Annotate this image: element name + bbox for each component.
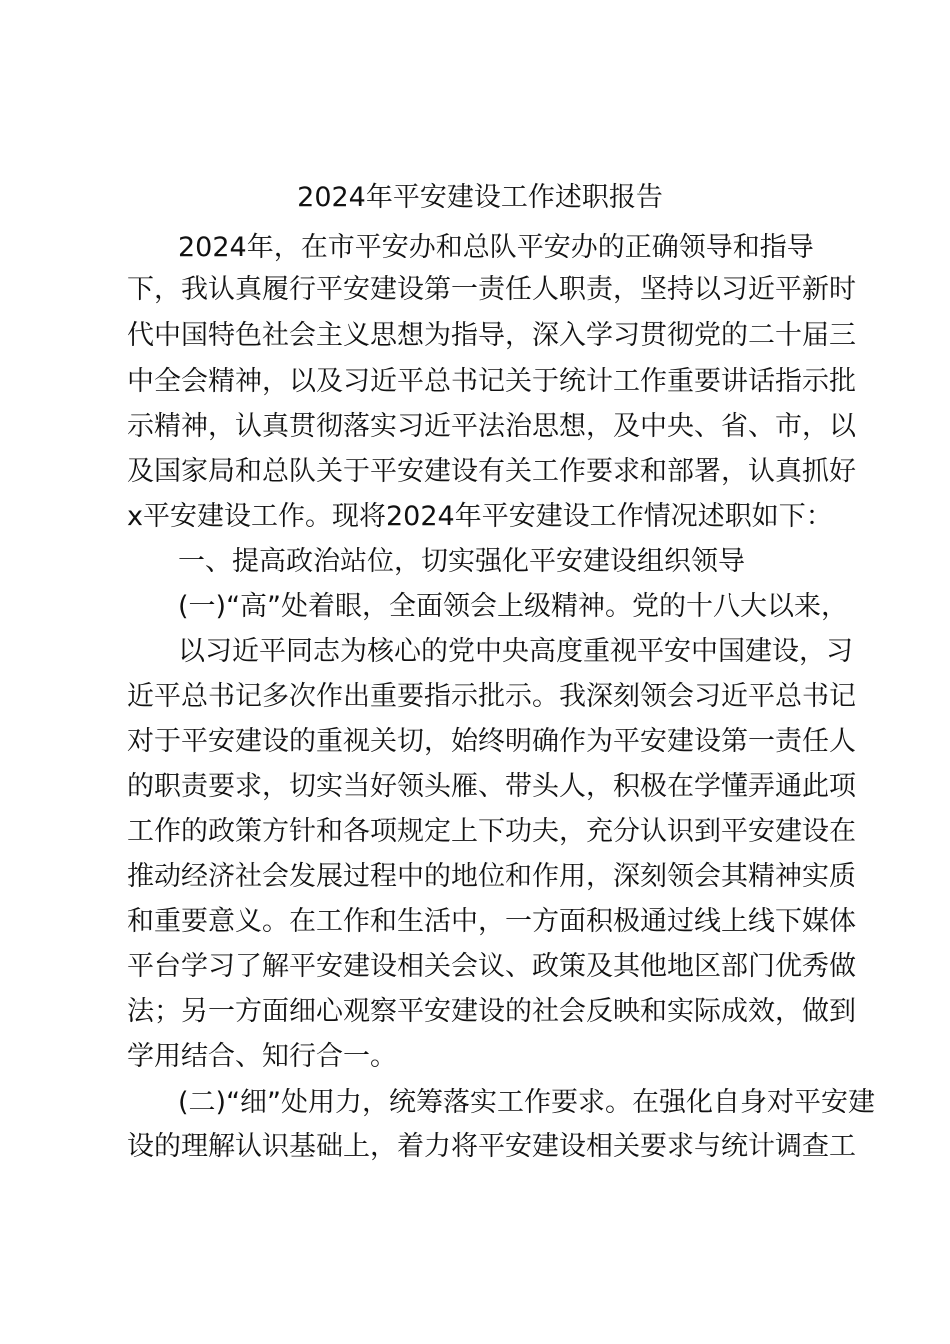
body-line-9: (一)“高”处着眼，全面领会上级精神。党的十八大以来，	[178, 591, 849, 622]
body-line-18: 法；另一方面细心观察平安建设的社会反映和实际成效，做到	[127, 996, 856, 1027]
body-line-6: 及国家局和总队关于平安建设有关工作要求和部署，认真抓好	[127, 456, 856, 487]
body-line-1: 2024年，在市平安办和总队平安办的正确领导和指导	[178, 232, 814, 263]
body-line-3: 代中国特色社会主义思想为指导，深入学习贯彻党的二十届三	[127, 320, 856, 351]
body-line-19: 学用结合、知行合一。	[127, 1041, 397, 1072]
body-line-14: 工作的政策方针和各项规定上下功夫，充分认识到平安建设在	[127, 816, 856, 847]
body-line-20: (二)“细”处用力，统筹落实工作要求。在强化自身对平安建	[178, 1087, 876, 1118]
body-line-2: 下，我认真履行平安建设第一责任人职责，坚持以习近平新时	[127, 274, 856, 305]
body-line-21: 设的理解认识基础上，着力将平安建设相关要求与统计调查工	[127, 1131, 856, 1162]
body-line-12: 对于平安建设的重视关切，始终明确作为平安建设第一责任人	[127, 726, 856, 757]
document-title: 2024年平安建设工作述职报告	[297, 182, 663, 213]
body-line-5: 示精神，认真贯彻落实习近平法治思想，及中央、省、市，以	[127, 411, 856, 442]
body-line-15: 推动经济社会发展过程中的地位和作用，深刻领会其精神实质	[127, 861, 856, 892]
body-line-11: 近平总书记多次作出重要指示批示。我深刻领会习近平总书记	[127, 681, 856, 712]
body-line-7: x平安建设工作。现将2024年平安建设工作情况述职如下：	[127, 501, 833, 532]
body-line-4: 中全会精神，以及习近平总书记关于统计工作重要讲话指示批	[127, 366, 856, 397]
section-heading-1: 一、提高政治站位，切实强化平安建设组织领导	[178, 546, 745, 577]
body-line-16: 和重要意义。在工作和生活中，一方面积极通过线上线下媒体	[127, 906, 856, 937]
body-line-13: 的职责要求，切实当好领头雁、带头人，积极在学懂弄通此项	[127, 771, 856, 802]
body-line-17: 平台学习了解平安建设相关会议、政策及其他地区部门优秀做	[127, 951, 856, 982]
body-line-10: 以习近平同志为核心的党中央高度重视平安中国建设，习	[178, 636, 853, 667]
